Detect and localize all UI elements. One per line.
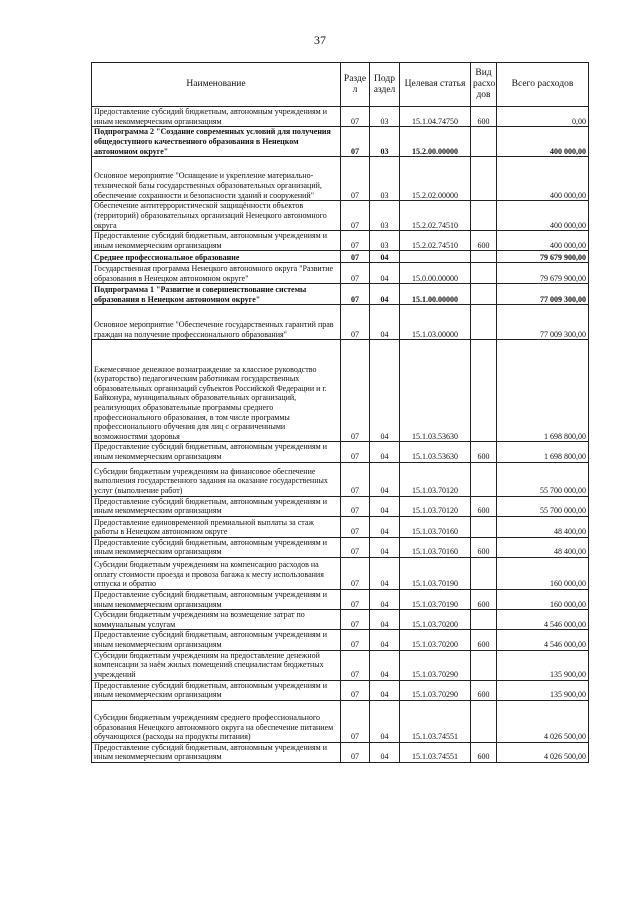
row-name: Предоставление субсидий бюджетным, автономным учреждениям и иным некоммерческим организациям xyxy=(92,630,341,650)
header-target: Целевая статья xyxy=(400,63,471,107)
table-row xyxy=(92,557,589,589)
row-type xyxy=(471,305,497,340)
row-subsection: 04 xyxy=(370,516,400,537)
row-type: 600 xyxy=(471,442,497,462)
row-section: 07 xyxy=(341,107,370,127)
row-total: 160 000,00 xyxy=(497,557,589,589)
row-section: 07 xyxy=(341,305,370,340)
row-subsection: 04 xyxy=(370,589,400,609)
row-target: 15.2.00.00000 xyxy=(400,127,471,157)
row-target: 15.2.02.74510 xyxy=(400,231,471,251)
row-subsection: 03 xyxy=(370,107,400,127)
row-subsection: 04 xyxy=(370,263,400,284)
table-body xyxy=(92,107,589,763)
row-total: 4 026 500,00 xyxy=(497,700,589,742)
row-subsection: 04 xyxy=(370,610,400,630)
table-row xyxy=(92,516,589,537)
row-subsection: 04 xyxy=(370,284,400,305)
table-row xyxy=(92,157,589,201)
row-target xyxy=(400,251,471,263)
row-name: Предоставление субсидий бюджетным, автономным учреждениям и иным некоммерческим организациям xyxy=(92,442,341,462)
row-subsection: 04 xyxy=(370,742,400,762)
row-target: 15.2.02.00000 xyxy=(400,157,471,201)
row-type xyxy=(471,340,497,442)
row-target: 15.1.03.70190 xyxy=(400,589,471,609)
row-section: 07 xyxy=(341,231,370,251)
row-target: 15.1.03.74551 xyxy=(400,700,471,742)
row-total: 4 026 500,00 xyxy=(497,742,589,762)
row-subsection: 04 xyxy=(370,462,400,496)
row-section: 07 xyxy=(341,589,370,609)
row-target: 15.1.00.00000 xyxy=(400,284,471,305)
row-total: 400 000,00 xyxy=(497,201,589,231)
row-section: 07 xyxy=(341,537,370,557)
row-name: Подпрограмма 1 "Развитие и совершенствование системы образования в Ненецком автономном округе" xyxy=(92,284,341,305)
row-subsection: 04 xyxy=(370,537,400,557)
row-type: 600 xyxy=(471,589,497,609)
row-type xyxy=(471,157,497,201)
row-type xyxy=(471,650,497,680)
row-type xyxy=(471,284,497,305)
table-row xyxy=(92,127,589,157)
row-total: 4 546 000,00 xyxy=(497,610,589,630)
row-name: Предоставление единовременной премиальной выплаты за стаж работы в Ненецком автономном округе xyxy=(92,516,341,537)
header-subsection: Подр аздел xyxy=(370,63,400,107)
row-subsection: 04 xyxy=(370,340,400,442)
row-total: 400 000,00 xyxy=(497,231,589,251)
header-type: Вид расхо дов xyxy=(471,63,497,107)
table-row xyxy=(92,263,589,284)
row-name: Ежемесячное денежное вознаграждение за классное руководство (кураторство) педагогическим работникам государственных образовательных организаций субъектов Российской Федерации и г. Байконура, муниципальных образовательных организаций, реализующих образовательные программы среднего профессионального образования, в том числе программы профессионального обучения для лиц с ограниченными возможностями здоровья xyxy=(92,340,341,442)
row-name: Предоставление субсидий бюджетным, автономным учреждениям и иным некоммерческим организациям xyxy=(92,231,341,251)
row-name: Предоставление субсидий бюджетным, автономным учреждениям и иным некоммерческим организациям xyxy=(92,537,341,557)
row-subsection: 04 xyxy=(370,680,400,700)
row-total: 160 000,00 xyxy=(497,589,589,609)
row-target: 15.0.00.00000 xyxy=(400,263,471,284)
row-name: Предоставление субсидий бюджетным, автономным учреждениям и иным некоммерческим организациям xyxy=(92,680,341,700)
table-row xyxy=(92,251,589,263)
row-target: 15.1.04.74750 xyxy=(400,107,471,127)
row-total: 400 000,00 xyxy=(497,127,589,157)
table-row xyxy=(92,231,589,251)
row-name: Подпрограмма 2 "Создание современных условий для получения общедоступного качественного образования в Ненецком автономном округе" xyxy=(92,127,341,157)
row-section: 07 xyxy=(341,462,370,496)
table-row xyxy=(92,537,589,557)
row-total: 79 679 900,00 xyxy=(497,263,589,284)
row-name: Обеспечение антитеррористической защищённости объектов (территорий) образовательных организаций Ненецкого автономного округа xyxy=(92,201,341,231)
page-number: 37 xyxy=(314,33,326,47)
row-total: 77 009 300,00 xyxy=(497,305,589,340)
row-total: 400 000,00 xyxy=(497,157,589,201)
row-name: Предоставление субсидий бюджетным, автономным учреждениям и иным некоммерческим организациям xyxy=(92,742,341,762)
row-target: 15.1.03.70120 xyxy=(400,496,471,516)
table-row xyxy=(92,442,589,462)
row-total: 77 009 300,00 xyxy=(497,284,589,305)
row-type: 600 xyxy=(471,537,497,557)
table-row xyxy=(92,340,589,442)
table-row xyxy=(92,630,589,650)
row-type xyxy=(471,263,497,284)
row-section: 07 xyxy=(341,557,370,589)
row-name: Среднее профессиональное образование xyxy=(92,251,341,263)
header-total: Всего расходов xyxy=(497,63,589,107)
header-name: Наименование xyxy=(92,63,341,107)
row-name: Субсидии бюджетным учреждениям среднего профессионального образования Ненецкого автономного округа на обеспечение питанием обучающихся (расходы на продукты питания) xyxy=(92,700,341,742)
row-target: 15.1.03.70290 xyxy=(400,680,471,700)
row-section: 07 xyxy=(341,742,370,762)
row-type xyxy=(471,516,497,537)
row-total: 48 400,00 xyxy=(497,537,589,557)
row-section: 07 xyxy=(341,201,370,231)
row-section: 07 xyxy=(341,263,370,284)
row-name: Субсидии бюджетным учреждениям на компенсацию расходов на оплату стоимости проезда и провоза багажа к месту использования отпуска и обратно xyxy=(92,557,341,589)
row-section: 07 xyxy=(341,284,370,305)
row-total: 135 900,00 xyxy=(497,650,589,680)
row-type: 600 xyxy=(471,680,497,700)
row-subsection: 04 xyxy=(370,700,400,742)
table-row xyxy=(92,610,589,630)
row-target: 15.1.03.70190 xyxy=(400,557,471,589)
row-name: Субсидии бюджетным учреждениям на финансовое обеспечение выполнения государственного задания на оказание государственных услуг (выполнение работ) xyxy=(92,462,341,496)
row-subsection: 04 xyxy=(370,305,400,340)
row-target: 15.2.02.74510 xyxy=(400,201,471,231)
row-section: 07 xyxy=(341,251,370,263)
row-target: 15.1.03.70200 xyxy=(400,610,471,630)
table-row xyxy=(92,742,589,762)
row-section: 07 xyxy=(341,442,370,462)
table-row xyxy=(92,680,589,700)
row-name: Субсидии бюджетным учреждениям на предоставление денежной компенсации за наём жилых помещений специалистам бюджетных учреждений xyxy=(92,650,341,680)
row-subsection: 04 xyxy=(370,251,400,263)
row-type: 600 xyxy=(471,742,497,762)
row-type: 600 xyxy=(471,496,497,516)
row-total: 48 400,00 xyxy=(497,516,589,537)
row-section: 07 xyxy=(341,610,370,630)
row-type xyxy=(471,201,497,231)
row-type xyxy=(471,557,497,589)
table-row xyxy=(92,650,589,680)
row-total: 55 700 000,00 xyxy=(497,496,589,516)
row-total: 1 698 800,00 xyxy=(497,340,589,442)
row-name: Субсидии бюджетным учреждениям на возмещение затрат по коммунальным услугам xyxy=(92,610,341,630)
row-subsection: 04 xyxy=(370,630,400,650)
row-target: 15.1.03.53630 xyxy=(400,442,471,462)
row-type xyxy=(471,700,497,742)
row-target: 15.1.03.00000 xyxy=(400,305,471,340)
row-subsection: 03 xyxy=(370,127,400,157)
row-section: 07 xyxy=(341,496,370,516)
table-header-row xyxy=(92,63,589,107)
row-name: Основное мероприятие "Обеспечение государственных гарантий прав граждан на получение профессионального образования" xyxy=(92,305,341,340)
row-subsection: 03 xyxy=(370,201,400,231)
row-type xyxy=(471,127,497,157)
row-type xyxy=(471,462,497,496)
row-total: 55 700 000,00 xyxy=(497,462,589,496)
table-row xyxy=(92,700,589,742)
row-total: 1 698 800,00 xyxy=(497,442,589,462)
row-total: 135 900,00 xyxy=(497,680,589,700)
row-name: Основное мероприятие "Оснащение и укрепление материально-технической базы государственных образовательных организаций, обеспечение сохранности и безопасности зданий и сооружений" xyxy=(92,157,341,201)
row-name: Предоставление субсидий бюджетным, автономным учреждениям и иным некоммерческим организациям xyxy=(92,107,341,127)
row-name: Государственная программа Ненецкого автономного округа "Развитие образования в Ненецком автономном округе" xyxy=(92,263,341,284)
table-row xyxy=(92,284,589,305)
row-subsection: 03 xyxy=(370,231,400,251)
row-name: Предоставление субсидий бюджетным, автономным учреждениям и иным некоммерческим организациям xyxy=(92,589,341,609)
row-target: 15.1.03.74551 xyxy=(400,742,471,762)
row-type: 600 xyxy=(471,107,497,127)
row-total: 79 679 900,00 xyxy=(497,251,589,263)
row-section: 07 xyxy=(341,680,370,700)
table-row xyxy=(92,589,589,609)
table-row xyxy=(92,107,589,127)
row-subsection: 03 xyxy=(370,157,400,201)
row-subsection: 04 xyxy=(370,442,400,462)
row-section: 07 xyxy=(341,127,370,157)
budget-table xyxy=(91,62,589,763)
table-row xyxy=(92,201,589,231)
row-type xyxy=(471,251,497,263)
row-total: 4 546 000,00 xyxy=(497,630,589,650)
row-type xyxy=(471,610,497,630)
row-name: Предоставление субсидий бюджетным, автономным учреждениям и иным некоммерческим организациям xyxy=(92,496,341,516)
row-subsection: 04 xyxy=(370,496,400,516)
row-target: 15.1.03.70120 xyxy=(400,462,471,496)
row-section: 07 xyxy=(341,650,370,680)
row-target: 15.1.03.70160 xyxy=(400,516,471,537)
table-row xyxy=(92,496,589,516)
row-type: 600 xyxy=(471,630,497,650)
row-type: 600 xyxy=(471,231,497,251)
row-target: 15.1.03.53630 xyxy=(400,340,471,442)
row-section: 07 xyxy=(341,630,370,650)
table-row xyxy=(92,305,589,340)
row-target: 15.1.03.70160 xyxy=(400,537,471,557)
row-target: 15.1.03.70290 xyxy=(400,650,471,680)
row-target: 15.1.03.70200 xyxy=(400,630,471,650)
row-section: 07 xyxy=(341,157,370,201)
row-total: 0,00 xyxy=(497,107,589,127)
header-section: Разде л xyxy=(341,63,370,107)
row-subsection: 04 xyxy=(370,557,400,589)
row-subsection: 04 xyxy=(370,650,400,680)
row-section: 07 xyxy=(341,516,370,537)
row-section: 07 xyxy=(341,340,370,442)
row-section: 07 xyxy=(341,700,370,742)
table-row xyxy=(92,462,589,496)
